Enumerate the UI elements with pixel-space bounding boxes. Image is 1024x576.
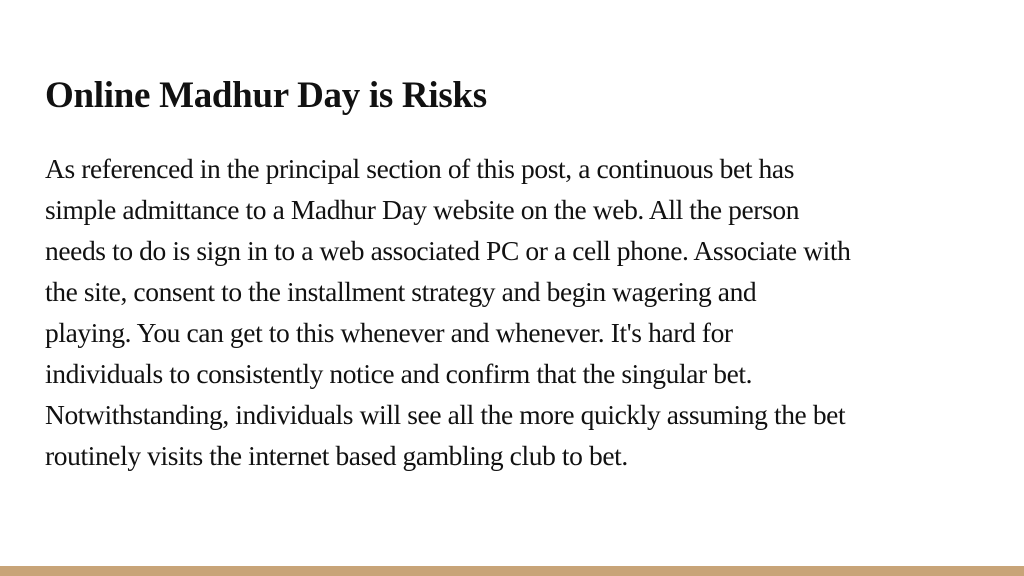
body-line: simple admittance to a Madhur Day website on the web. All the person [45,194,800,225]
body-line: Notwithstanding, individuals will see all the more quickly assuming the bet [45,399,846,430]
body-paragraph [45,148,985,476]
body-line: As referenced in the principal section of this post, a continuous bet has [45,153,794,184]
slide-title: Online Madhur Day is Risks [45,75,487,116]
body-line: needs to do is sign in to a web associated PC or a cell phone. Associate with [45,235,851,266]
body-line: routinely visits the internet based gambling club to bet. [45,440,628,471]
body-line: playing. You can get to this whenever and whenever. It's hard for [45,317,733,348]
body-line: individuals to consistently notice and confirm that the singular bet. [45,358,753,389]
accent-bar [0,566,1024,576]
body-line: the site, consent to the installment strategy and begin wagering and [45,276,757,307]
